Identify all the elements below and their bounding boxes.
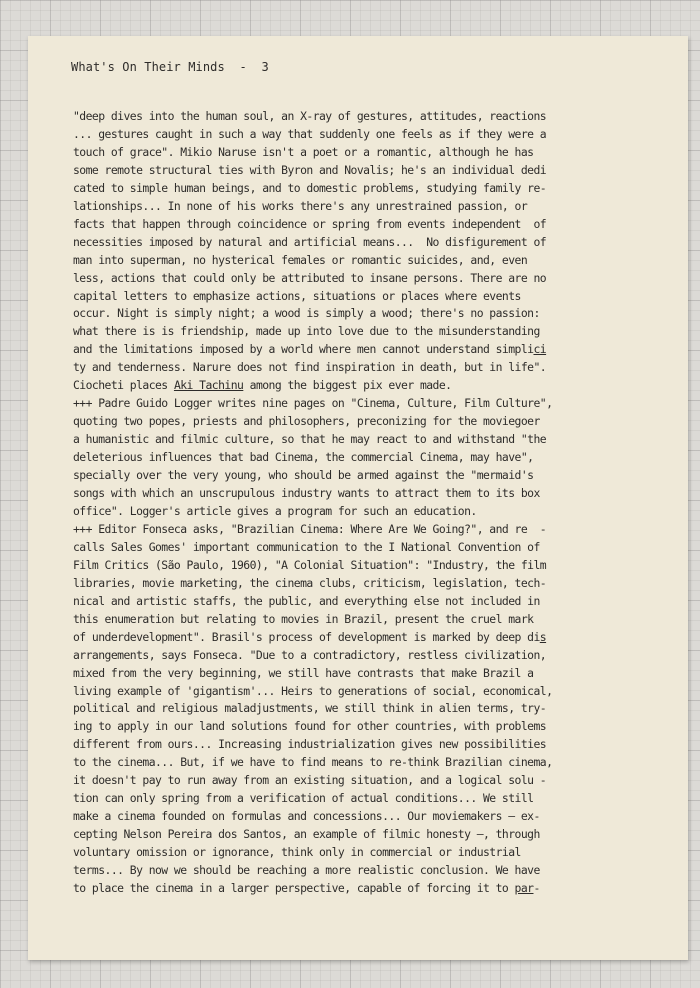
text-line: specially over the very young, who should be armed against the "mermaid's <box>73 468 534 483</box>
text-line: deleterious influences that bad Cinema, the commercial Cinema, may have", <box>73 450 534 465</box>
text-line: this enumeration but relating to movies in Brazil, present the cruel mark <box>73 611 534 626</box>
body-text <box>73 108 683 898</box>
text-line: libraries, movie marketing, the cinema clubs, criticism, legislation, tech- <box>73 575 547 590</box>
text-line: +++ Padre Guido Logger writes nine pages on "Cinema, Culture, Film Culture", <box>73 396 553 411</box>
text-line: ing to apply in our land solutions found for other countries, with problems <box>73 719 547 734</box>
text-line: capital letters to emphasize actions, situations or places where events <box>73 288 521 303</box>
text-line: quoting two popes, priests and philosophers, preconizing for the moviegoer <box>73 414 540 429</box>
text-line: different from ours... Increasing industrialization gives new possibilities <box>73 737 547 752</box>
header-separator: - <box>239 60 247 74</box>
text-line: make a cinema founded on formulas and concessions... Our moviemakers — ex- <box>73 809 540 824</box>
text-line: terms... By now we should be reaching a more realistic conclusion. We have <box>73 863 540 878</box>
text-line: facts that happen through coincidence or spring from events independent of <box>73 216 547 231</box>
text-line: man into superman, no hysterical females or romantic suicides, and, even <box>73 252 528 267</box>
text-line: a humanistic and filmic culture, so that he may react to and withstand "the <box>73 432 547 447</box>
typewritten-page <box>28 36 688 960</box>
page-header <box>71 60 269 74</box>
text-line: Ciocheti places Aki Tachinu among the biggest pix ever made. <box>73 378 452 393</box>
text-line: occur. Night is simply night; a wood is simply a wood; there's no passion: <box>73 306 540 321</box>
text-line: ... gestures caught in such a way that suddenly one feels as if they were a <box>73 126 547 141</box>
text-line: arrangements, says Fonseca. "Due to a contradictory, restless civilization, <box>73 647 547 662</box>
text-line: to place the cinema in a larger perspective, capable of forcing it to par- <box>73 880 540 895</box>
underlined-text: par <box>514 880 534 895</box>
text-line: songs with which an unscrupulous industry wants to attract them to its box <box>73 486 540 501</box>
text-line: less, actions that could only be attributed to insane persons. There are no <box>73 270 547 285</box>
text-line: touch of grace". Mikio Naruse isn't a poet or a romantic, although he has <box>73 144 534 159</box>
text-line: necessities imposed by natural and artificial means... No disfigurement of <box>73 234 547 249</box>
text-line: living example of 'gigantism'... Heirs to generations of social, economical, <box>73 683 553 698</box>
underlined-text: s <box>539 629 547 644</box>
text-line: tion can only spring from a verification of actual conditions... We still <box>73 791 534 806</box>
text-line: lationships... In none of his works there's any unrestrained passion, or <box>73 198 528 213</box>
text-line: "deep dives into the human soul, an X-ray of gestures, attitudes, reactions <box>73 109 547 123</box>
text-line: office". Logger's article gives a program for such an education. <box>73 503 477 518</box>
text-line: ty and tenderness. Narure does not find inspiration in death, but in life". <box>73 360 547 375</box>
underlined-text: ci <box>533 342 547 357</box>
text-line: nical and artistic staffs, the public, and everything else not included in <box>73 593 540 608</box>
text-line: of underdevelopment". Brasil's process of development is marked by deep dis <box>73 629 547 644</box>
page-number: 3 <box>261 60 269 74</box>
text-line: Film Critics (São Paulo, 1960), "A Colonial Situation": "Industry, the film <box>73 557 547 572</box>
header-title: What's On Their Minds <box>71 60 225 74</box>
text-line: calls Sales Gomes' important communication to the I National Convention of <box>73 539 540 554</box>
text-line: cated to simple human beings, and to domestic problems, studying family re- <box>73 180 547 195</box>
text-line: some remote structural ties with Byron and Novalis; he's an individual dedi <box>73 162 547 177</box>
text-line: political and religious maladjustments, we still think in alien terms, try- <box>73 701 547 716</box>
text-line: +++ Editor Fonseca asks, "Brazilian Cinema: Where Are We Going?", and re - <box>73 521 547 536</box>
text-line: voluntary omission or ignorance, think only in commercial or industrial <box>73 845 521 860</box>
text-line: it doesn't pay to run away from an existing situation, and a logical solu - <box>73 773 547 788</box>
text-line: to the cinema... But, if we have to find means to re-think Brazilian cinema, <box>73 755 553 770</box>
text-line: what there is is friendship, made up into love due to the misunderstanding <box>73 324 540 339</box>
text-line: mixed from the very beginning, we still have contrasts that make Brazil a <box>73 665 534 680</box>
text-line: and the limitations imposed by a world where men cannot understand simplici <box>73 342 547 357</box>
text-line: cepting Nelson Pereira dos Santos, an example of filmic honesty —, through <box>73 827 540 842</box>
underlined-text: Aki Tachinu <box>173 378 244 393</box>
